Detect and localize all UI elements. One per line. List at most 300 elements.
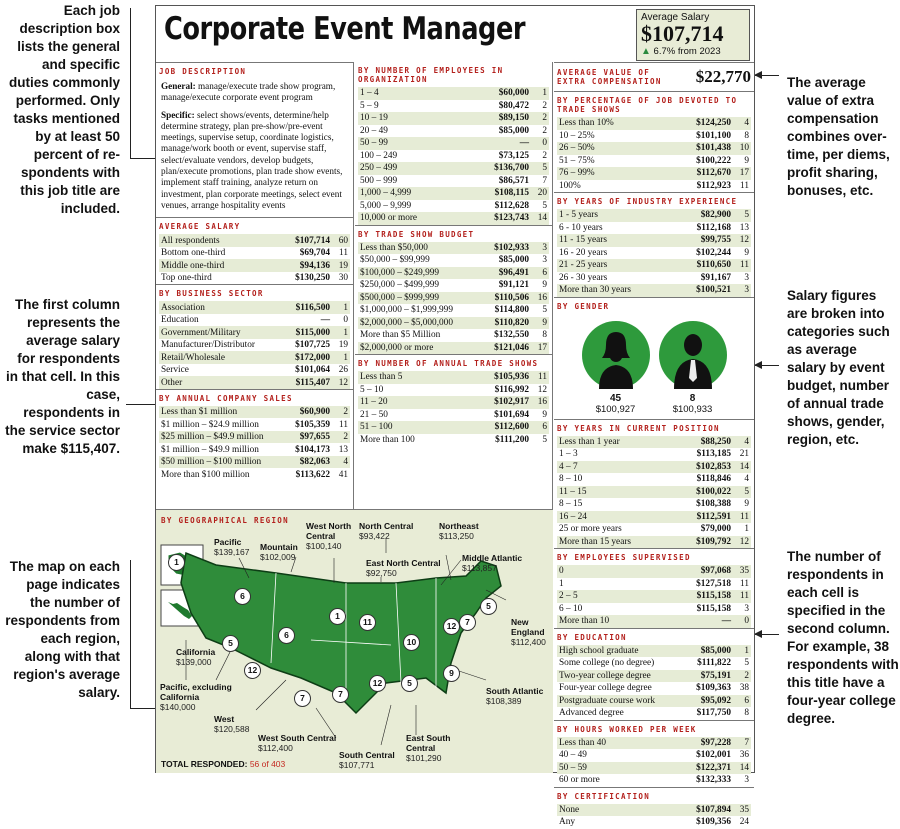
table-row [557,615,751,628]
table-row [159,234,350,247]
table-row [358,87,549,100]
row-salary: $113,185 [696,449,731,460]
region-count: 9 [443,665,460,682]
table-row [159,468,350,481]
table-business-sector [156,284,353,389]
row-label: 21 - 25 years [557,259,673,272]
row-label: 11 - 15 years [557,234,673,247]
row-count: 38 [739,683,749,694]
column-middle [355,62,553,509]
row-salary: $88,250 [673,436,733,449]
table-row [557,436,751,449]
row-label: 60 or more [559,775,600,786]
region-south-central: South Central $107,771 [339,750,395,770]
row-label: 1 [559,578,564,589]
row-count: 9 [542,409,547,420]
average-salary-label: Average Salary [641,12,710,23]
row-label: $1,000,000 – $1,999,999 [360,305,453,316]
annotation-second-column: The number of respondents in each cell is specified in the second column. For example, 38 respondents with this title have a four-year college degree. [787,549,899,726]
table-row [557,461,751,474]
table-row [557,142,751,155]
row-count: 3 [531,242,549,255]
section-heading: BY NUMBER OF EMPLOYEES IN ORGANIZATION [358,66,504,84]
row-salary: $91,121 [498,280,529,291]
table-row [557,682,751,695]
row-salary: $69,704 [299,248,330,259]
row-salary: $112,168 [696,222,731,233]
table-row [557,762,751,775]
row-label: 50 – 99 [358,137,464,150]
row-salary: $101,694 [494,409,529,420]
section-heading: BY YEARS IN CURRENT POSITION [557,423,720,433]
row-label: Retail/Wholesale [159,351,283,364]
row-salary: $102,001 [696,750,731,761]
row-salary: $101,438 [663,142,733,155]
table-row [358,434,549,447]
row-label: 21 – 50 [360,409,388,420]
row-label: Middle one-third [159,259,269,272]
table-row [159,272,350,285]
row-label: 11 – 20 [358,396,462,409]
region-count: 5 [480,598,497,615]
salary-sheet [155,5,755,828]
annotation-map: The map on each page indicates the number of respondents from each region, along with that region's average salary. [5,559,120,700]
row-count: 2 [733,670,751,683]
table-row [159,339,350,352]
row-count: 8 [744,130,749,141]
row-count: 1 [332,301,350,314]
row-count: 2 [531,112,549,125]
region-count: 1 [168,554,185,571]
table-row [358,421,549,434]
table-row [358,279,549,292]
row-count: 14 [733,762,751,775]
row-label: Bottom one-third [161,248,226,259]
row-label: 500 – 999 [360,175,398,186]
row-label: 5,000 – 9,999 [360,200,412,211]
row-label: $25 million – $49.9 million [159,431,286,444]
section-heading: BY NUMBER OF ANNUAL TRADE SHOWS [358,359,539,368]
row-count: 9 [542,280,547,291]
section-heading: BY ANNUAL COMPANY SALES [159,393,293,403]
row-label: $250,000 – $499,999 [360,280,440,291]
section-heading: BY TRADE SHOW BUDGET [358,229,475,239]
table-row [557,272,751,285]
row-salary: $112,670 [663,167,733,180]
row-count: 17 [531,342,549,355]
table-experience [554,192,754,297]
row-label: More than 30 years [557,284,673,297]
extra-comp-label: AVERAGE VALUE OF EXTRA COMPENSATION [557,68,662,86]
table-hours [554,720,754,787]
table-row [159,259,350,272]
table-row [557,117,751,130]
region-northeast: Northeast $113,250 [439,521,479,541]
male-salary: $100,933 [672,403,713,415]
region-pacific-excluding-california: Pacific, excluding California $140,000 [160,682,232,712]
row-label: Service [161,365,189,376]
section-heading: BY EDUCATION [557,632,627,642]
table-pct-devoted [554,91,754,192]
row-count: 36 [739,750,749,761]
row-label: 10 – 19 [358,112,464,125]
column-left [156,62,354,509]
row-count: 8 [744,708,749,719]
row-salary: $100,521 [673,284,733,297]
row-label: 16 - 20 years [559,247,608,258]
row-count: 3 [744,603,749,614]
row-salary: $115,158 [696,603,731,614]
region-west-south-central: West South Central $112,400 [258,733,337,753]
section-heading: BY BUSINESS SECTOR [159,289,264,299]
row-salary: $100,222 [696,155,731,166]
row-count: 16 [531,292,549,305]
row-count: 10 [733,142,751,155]
row-count: 35 [733,565,751,578]
data-table [557,804,751,829]
row-label: 11 – 15 [557,486,673,499]
table-row [358,175,549,188]
salary-change [641,46,745,57]
extra-comp-value: $22,770 [695,67,751,86]
table-row [159,431,350,444]
row-count: 2 [332,406,350,419]
data-table [557,209,751,297]
row-count: 4 [733,117,751,130]
row-label: Any [559,817,576,828]
region-east-north-central: East North Central $92,750 [366,558,441,578]
table-row [557,804,751,817]
female-count: 45 [609,392,622,404]
row-label: 5 – 10 [360,384,384,395]
data-table [557,737,751,787]
section-heading: BY GENDER [557,301,610,311]
total-responded: TOTAL RESPONDED: 56 of 403 [161,759,286,769]
section-heading: JOB DESCRIPTION [159,67,247,76]
row-salary: $113,622 [295,469,330,480]
region-new-england: New England $112,400 [511,617,546,647]
table-row [557,284,751,297]
row-salary: $127,518 [696,578,731,589]
row-label: More than 10 [557,615,659,628]
table-row [358,125,549,138]
row-count: 3 [542,255,547,266]
row-count: 6 [531,267,549,280]
row-salary: $105,359 [295,419,330,430]
row-label: Less than $1 million [159,406,286,419]
row-salary: — [464,137,531,150]
row-count: 12 [733,234,751,247]
row-label: Some college (no degree) [559,658,655,669]
section-heading: BY EMPLOYEES SUPERVISED [557,553,691,562]
table-row [159,351,350,364]
region-west-north-central: West North Central $100,140 [306,521,352,551]
row-salary: $110,506 [481,292,531,305]
region-count: 11 [359,614,376,631]
row-salary: $73,125 [498,150,529,161]
row-label: 0 [557,565,659,578]
row-count: 26 [338,365,348,376]
row-label: Less than 40 [557,737,657,750]
row-label: $2,000,000 – $5,000,000 [358,317,481,330]
row-count: 1 [744,524,749,535]
row-count: 5 [542,434,547,445]
row-label: 250 – 499 [358,162,464,175]
row-salary: $105,936 [462,371,531,384]
row-count: 0 [343,315,348,326]
gender-section [554,297,754,419]
table-row [557,130,751,143]
row-count: 13 [739,222,749,233]
row-count: 0 [733,615,751,628]
row-label: Less than $50,000 [358,242,481,255]
table-row [159,406,350,419]
table-row [358,267,549,280]
table-row [358,187,549,200]
row-count: 41 [338,469,348,480]
row-count: 11 [733,590,751,603]
table-row [358,212,549,225]
row-count: 4 [332,456,350,469]
leader-line [130,8,131,158]
row-count: 1 [531,87,549,100]
region-middle-atlantic: Middle Atlantic $113,857 [462,553,523,573]
table-row [557,578,751,591]
row-salary: $122,371 [657,762,733,775]
region-map [156,509,553,773]
annotation-first-column: The first column represents the average salary for respondents in that cell. In this case, respondents in the service sector make $115,407. [5,297,120,456]
table-row [557,167,751,180]
row-count: 3 [744,272,749,283]
row-salary: $91,167 [700,272,731,283]
data-table [358,87,549,225]
table-row [557,737,751,750]
row-count: 20 [531,187,549,200]
row-label: Other [159,376,283,389]
row-count: 9 [744,247,749,258]
table-row [557,523,751,536]
row-salary: $102,917 [462,396,531,409]
row-label: 20 – 49 [360,125,388,136]
section-heading: BY HOURS WORKED PER WEEK [557,724,697,734]
region-count: 6 [234,588,251,605]
row-salary: $114,800 [494,305,529,316]
data-table [358,371,549,446]
table-row [159,247,350,260]
table-row [557,816,751,829]
table-row [358,100,549,113]
row-salary: $75,191 [684,670,733,683]
row-salary: $109,356 [696,817,731,828]
row-label: $1 million – $49.9 million [161,444,259,455]
table-row [159,456,350,469]
row-label: More than $5 Million [360,330,441,341]
annotation-job-description: Each job description box lists the general and specific duties commonly performed. Only tasks mentioned by at least 50 percent of re-spondents with this job title are included. [8,3,120,216]
annotation-categories: Salary figures are broken into categories such as average salary by event budget, number of annual trade shows, gender, region, etc. [787,288,890,447]
row-count: 12 [332,376,350,389]
row-count: 5 [744,658,749,669]
row-count: 6 [531,421,549,434]
row-salary: $102,244 [696,247,731,258]
row-salary: $85,000 [498,255,529,266]
row-count: 21 [739,449,749,460]
table-row [557,259,751,272]
row-salary: $100,022 [673,486,733,499]
table-row [358,150,549,163]
leader-arrow [755,365,779,366]
row-count: 5 [542,305,547,316]
data-table [159,234,350,284]
table-row [358,342,549,355]
table-current-position [554,419,754,549]
section-heading: BY PERCENTAGE OF JOB DEVOTED TO TRADE SHOWS [557,96,738,114]
row-count: 5 [733,209,751,222]
row-salary: $107,714 [269,234,332,247]
table-row [557,774,751,787]
row-salary: $101,064 [295,365,330,376]
row-label: Government/Military [159,326,283,339]
row-label: Manufacturer/Distributor [161,340,255,351]
job-description-section [156,62,353,217]
average-salary-box [636,9,750,61]
row-label: $100,000 – $249,999 [358,267,481,280]
row-label: 8 – 10 [559,474,583,485]
row-count: 35 [733,804,751,817]
region-count: 1 [329,608,346,625]
row-count: 1 [733,645,751,658]
row-salary: $110,820 [481,317,531,330]
row-salary: $60,000 [464,87,531,100]
data-table [557,565,751,628]
region-count: 7 [294,690,311,707]
row-count: 14 [531,212,549,225]
region-count: 12 [443,618,460,635]
specific-text: select shows/events, determine/help determine strategy, plan pre-show/pre-event meetings, supervise setup, coordinate logistics, manage/work booth or event, supervise staff, select/evaluate vendors, develop budgets, plan/execute promotions, plan trade show events, implement staff training, analyze return on investment, plan corporate meetings, select event venues, arrange hospitality events [161,109,343,210]
table-row [557,180,751,193]
row-label: 16 – 24 [557,511,673,524]
row-salary: $96,491 [481,267,531,280]
row-label: None [557,804,624,817]
data-table [557,645,751,720]
section-heading: BY YEARS OF INDUSTRY EXPERIENCE [557,197,738,206]
row-salary: $115,000 [283,326,332,339]
region-south-atlantic: South Atlantic $108,389 [486,686,544,706]
row-count: 5 [531,162,549,175]
leader-arrow [755,634,779,635]
table-row [557,707,751,720]
row-salary: $102,933 [481,242,531,255]
page-title: Corporate Event Manager [164,11,526,47]
row-count: 7 [542,175,547,186]
row-salary: $82,900 [673,209,733,222]
table-row [557,749,751,762]
row-count: 5 [733,486,751,499]
female-salary: $100,927 [595,403,636,415]
table-row [159,364,350,377]
row-salary: $97,228 [657,737,733,750]
table-row [557,603,751,616]
row-salary: $97,655 [286,431,332,444]
row-salary: $132,333 [696,775,731,786]
job-description-specific [159,110,350,218]
table-row [358,200,549,213]
row-salary: $112,628 [494,200,529,211]
row-label: 6 – 10 [559,603,583,614]
table-company-sales [156,389,353,481]
table-average-salary [156,217,353,284]
table-row [358,304,549,317]
row-salary: $89,150 [464,112,531,125]
up-arrow-icon: ▲ [641,46,651,57]
row-label: 8 – 15 [559,499,583,510]
row-label: All respondents [159,234,269,247]
row-label: 1 - 5 years [557,209,673,222]
row-count: 9 [744,155,749,166]
table-row [557,645,751,658]
region-california: California $139,000 [176,647,216,667]
row-salary: $107,725 [295,340,330,351]
row-label: 25 or more years [559,524,622,535]
region-east-south-central: East South Central $101,290 [406,733,451,763]
row-label: 51 – 100 [358,421,462,434]
row-label: More than 100 [360,434,415,445]
row-count: 2 [542,150,547,161]
row-count: 11 [740,180,749,191]
region-pacific: Pacific $139,167 [214,537,250,557]
table-trade-show-budget [355,225,552,355]
row-count: 0 [531,137,549,150]
row-salary: $94,136 [269,259,332,272]
table-row [557,565,751,578]
row-label: Less than 5 [358,371,462,384]
row-salary: $101,100 [696,130,731,141]
row-count: 3 [733,284,751,297]
table-row [557,498,751,511]
data-table [557,436,751,549]
row-count: 2 [542,125,547,136]
table-row [358,317,549,330]
region-count: 7 [459,614,476,631]
row-count: 11 [733,259,751,272]
row-count: 19 [338,340,348,351]
data-table [159,301,350,389]
table-certification [554,787,754,829]
table-row [159,301,350,314]
row-label: 100% [559,180,581,191]
table-supervised [554,548,754,628]
job-description-general [159,79,350,110]
leader-line [130,560,131,708]
row-salary: $116,500 [283,301,332,314]
row-label: Less than 1 year [557,436,673,449]
region-count: 6 [278,627,295,644]
region-count: 5 [401,675,418,692]
row-count: 12 [537,384,547,395]
row-label: 2 – 5 [557,590,659,603]
table-row [557,536,751,549]
table-row [557,670,751,683]
table-row [159,376,350,389]
row-salary: $85,000 [498,125,529,136]
row-label: 10 – 25% [559,130,595,141]
row-label: More than $100 million [161,469,250,480]
annotation-extra-compensation: The average value of extra compensation combines over-time, per diems, profit sharing, bonuses, etc. [787,75,890,198]
row-label: Association [159,301,283,314]
row-count: 4 [733,436,751,449]
table-row [557,155,751,168]
row-label: 1 – 4 [358,87,464,100]
table-row [159,326,350,339]
